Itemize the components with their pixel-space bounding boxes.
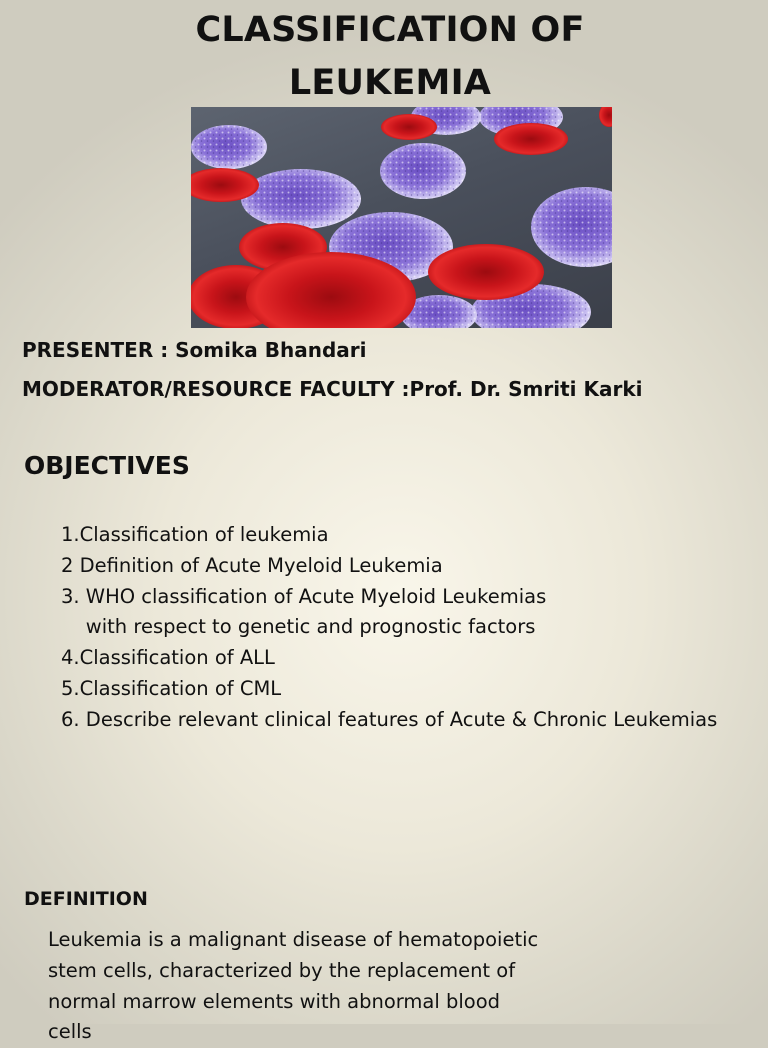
objective-item: with respect to genetic and prognostic factors xyxy=(61,615,536,639)
objective-item: 5.Classification of CML xyxy=(61,676,282,700)
blood-cells-illustration xyxy=(191,107,612,328)
objective-item: 4.Classification of ALL xyxy=(61,646,275,670)
objectives-list xyxy=(61,520,717,736)
presenter-line: PRESENTER : Somika Bhandari xyxy=(22,338,367,362)
slide-title xyxy=(150,4,630,110)
objective-item: 1.Classification of leukemia xyxy=(61,523,329,546)
objectives-heading: OBJECTIVES xyxy=(24,451,190,480)
objective-item: 2 Definition of Acute Myeloid Leukemia xyxy=(61,553,443,577)
slide-title-line-2: LEUKEMIA xyxy=(288,63,492,103)
objective-item: 3. WHO classification of Acute Myeloid Leukemias xyxy=(61,584,547,608)
definition-line: Leukemia is a malignant disease of hematopoietic xyxy=(48,928,539,951)
blood-cells-image xyxy=(191,107,612,328)
slide-title-line-1: CLASSIFICATION OF xyxy=(195,10,585,50)
definition-line: normal marrow elements with abnormal blood xyxy=(48,989,501,1013)
definition-line: cells xyxy=(48,1020,92,1044)
objective-item: 6. Describe relevant clinical features of Acute & Chronic Leukemias xyxy=(61,707,718,731)
definition-line: stem cells, characterized by the replacement of xyxy=(48,958,516,982)
moderator-line: MODERATOR/RESOURCE FACULTY :Prof. Dr. Smriti Karki xyxy=(22,377,643,401)
definition-text xyxy=(48,925,608,1048)
definition-heading: DEFINITION xyxy=(24,888,148,910)
